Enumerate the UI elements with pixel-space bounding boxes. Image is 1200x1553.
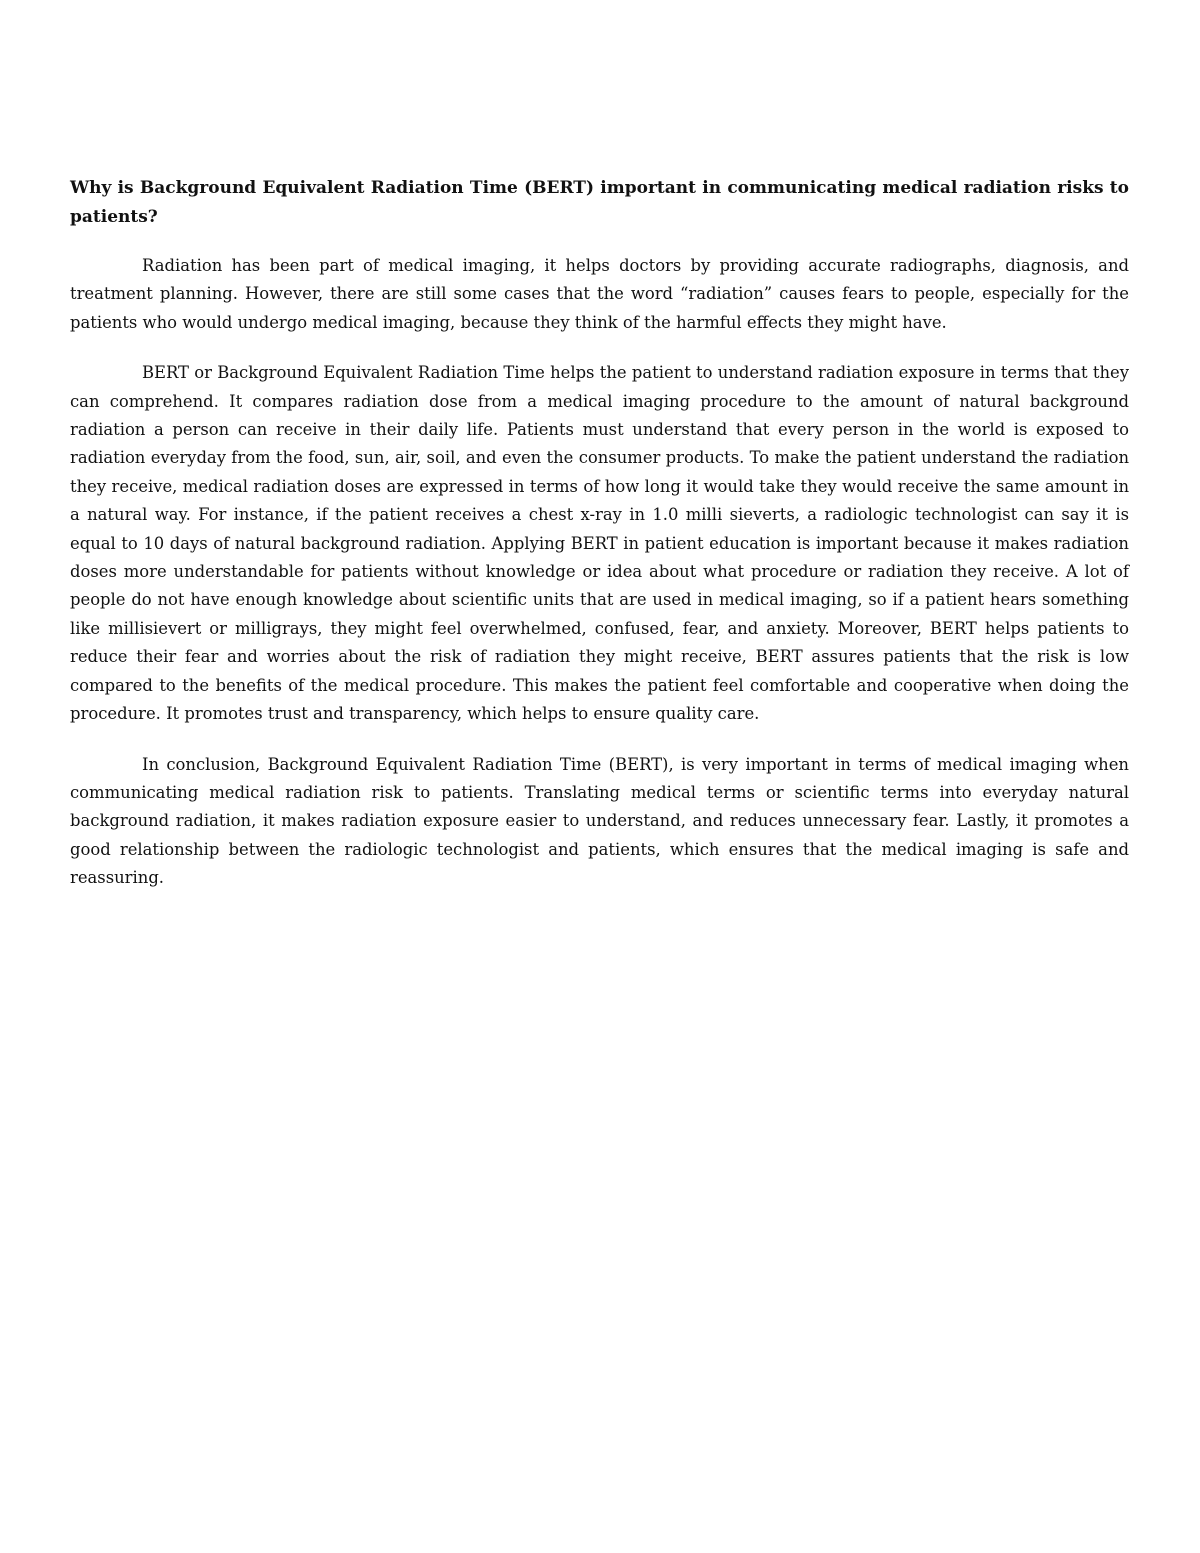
paragraph-conclusion: In conclusion, Background Equivalent Radiation Time (BERT), is very important in terms of medical imaging when communicating medical radiation risk to patients. Translating medical terms or scientific terms into everyday natural background radiation, it makes radiation exposure easier to understand, and reduces unnecessary fear. Lastly, it promotes a good relationship between the radiologic technologist and patients, which ensures that the medical imaging is safe and reassuring.: [70, 754, 1129, 888]
document-body: [70, 174, 1129, 915]
paragraph-bert-explanation: BERT or Background Equivalent Radiation Time helps the patient to understand radiation exposure in terms that they can comprehend. It compares radiation dose from a medical imaging procedure to the amount of natural background radiation a person can receive in their daily life. Patients must understand that every person in the world is exposed to radiation everyday from the food, sun, air, soil, and even the consumer products. To make the patient understand the radiation they receive, medical radiation doses are expressed in terms of how long it would take they would receive the same amount in a natural way. For instance, if the patient receives a chest x-ray in 1.0 milli sieverts, a radiologic technologist can say it is equal to 10 days of natural background radiation. Applying BERT in patient education is important because it makes radiation doses more understandable for patients without knowledge or idea about what procedure or radiation they receive. A lot of people do not have enough knowledge about scientific units that are used in medical imaging, so if a patient hears something like millisievert or milligrays, they might feel overwhelmed, confused, fear, and anxiety. Moreover, BERT helps patients to reduce their fear and worries about the risk of radiation they might receive, BERT assures patients that the risk is low compared to the benefits of the medical procedure. This makes the patient feel comfortable and cooperative when doing the procedure. It promotes trust and transparency, which helps to ensure quality care.: [70, 363, 1129, 724]
document-title: Why is Background Equivalent Radiation Time (BERT) important in communicating medical radiation risks to patients?: [70, 178, 1129, 227]
paragraph-introduction: Radiation has been part of medical imaging, it helps doctors by providing accurate radiographs, diagnosis, and treatment planning. However, there are still some cases that the word “radiation” causes fears to people, especially for the patients who would undergo medical imaging, because they think of the harmful effects they might have.: [70, 256, 1129, 332]
